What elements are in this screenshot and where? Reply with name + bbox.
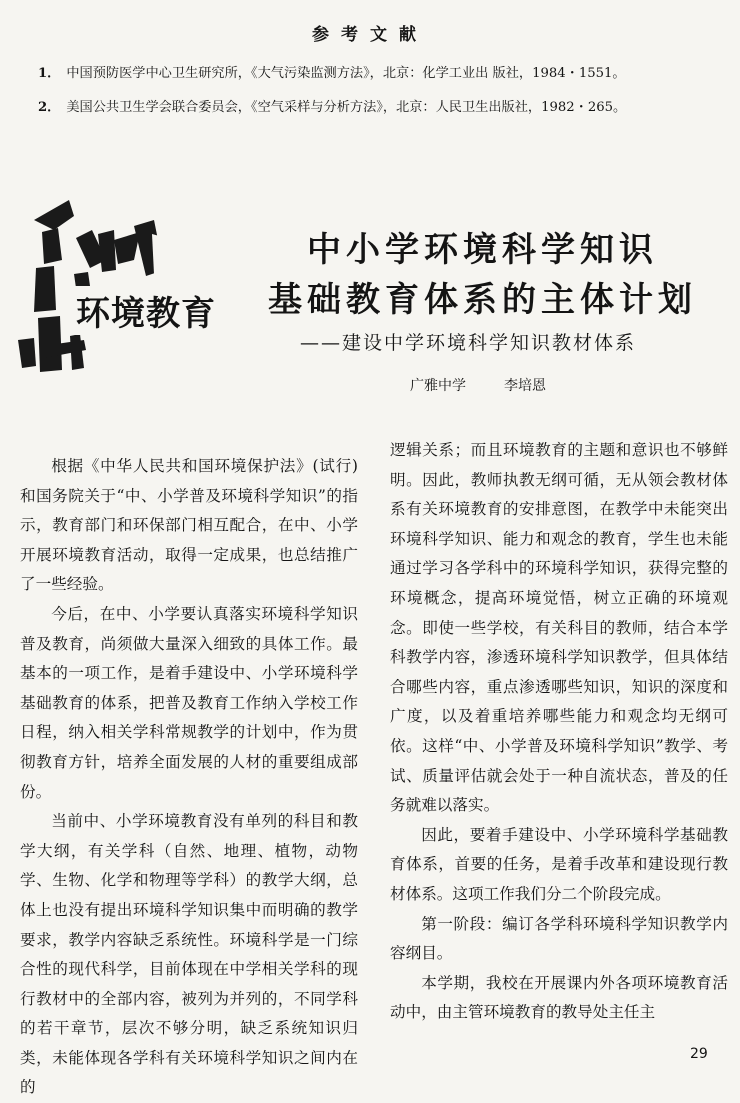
- reference-text: 中国预防医学中心卫生研究所，《大气污染监测方法》，北京：化学工业出 版社，1984・1551。: [66, 66, 626, 81]
- paragraph: 根据《中华人民共和国环境保护法》(试行)和国务院关于“中、小学普及环境科学知识”的指示，教育部门和环保部门相互配合，在中、小学开展环境教育活动，取得一定成果，也总结推广了一些经验。: [20, 457, 358, 594]
- paragraph: 第一阶段：编订各学科环境科学知识教学内容纲目。: [390, 914, 728, 963]
- body-column-right: [390, 436, 728, 1028]
- reference-number: 2．: [38, 100, 61, 115]
- environment-education-logo: [14, 190, 240, 380]
- page-number: 29: [690, 1046, 708, 1062]
- references-heading: 参考文献: [312, 25, 428, 45]
- logo-graphic-icon: [14, 190, 240, 380]
- paragraph-continued: 逻辑关系；而且环境教育的主题和意识也不够鲜明。因此，教师执教无纲可循，无从领会教材体系有关环境教育的安排意图，在教学中未能突出环境科学知识、能力和观念的教育，学生也未能通过学习各学科中的环境科学知识，获得完整的环境概念，提高环境觉悟，树立正确的环境观念。即使一些学校，有关科目的教师，结合本学科教学内容，渗透环境科学知识教学，但具体结合哪些内容，重点渗透哪些知识，知识的深度和广度，以及着重培养哪些能力和观念均无纲可依。这样“中、小学普及环境科学知识”教学、考试、质量评估就会处于一种自流状态，普及的任务就难以落实。: [390, 441, 728, 815]
- body-column-left: [20, 452, 358, 1103]
- reference-text: 美国公共卫生学会联合委员会，《空气采样与分析方法》，北京：人民卫生出版社，1982・265。: [66, 100, 627, 115]
- author-line: [410, 375, 584, 395]
- reference-item: [38, 62, 728, 81]
- article-title-line1: 中小学环境科学知识: [307, 230, 658, 270]
- article-subtitle: ——建设中学环境科学知识教材体系: [300, 332, 637, 354]
- reference-item: [38, 96, 728, 115]
- paragraph: 因此，要着手建设中、小学环境科学基础教育体系，首要的任务，是着手改革和建设现行教材体系。这项工作我们分二个阶段完成。: [390, 825, 728, 903]
- logo-text: 环境教育: [74, 286, 218, 335]
- article-title-line2: 基础教育体系的主体计划: [268, 280, 697, 320]
- school-name: 广雅中学: [410, 378, 466, 394]
- reference-number: 1．: [38, 66, 61, 81]
- paragraph: 当前中、小学环境教育没有单列的科目和教学大纲，有关学科（自然、地理、植物，动物学、生物、化学和物理等学科）的教学大纲，总体上也没有提出环境科学知识集中而明确的教学要求，教学内容缺乏系统性。环境科学是一门综合性的现代科学，目前体现在中学相关学科的现行教材中的全部内容，被列为并列的，不同学科的若干章节，层次不够分明，缺乏系统知识归类，未能体现各学科有关环境科学知识之间内在的: [20, 812, 358, 1097]
- paragraph: 本学期，我校在开展课内外各项环境教育活动中，由主管环境教育的教导处主任主: [390, 973, 728, 1022]
- author-name: 李培恩: [504, 378, 546, 394]
- paragraph: 今后，在中、小学要认真落实环境科学知识普及教育，尚须做大量深入细致的具体工作。最基本的一项工作，是着手建设中、小学环境科学基础教育的体系，把普及教育工作纳入学校工作日程，纳入相关学科常规教学的计划中，作为贯彻教育方针，培养全面发展的人材的重要组成部份。: [20, 604, 358, 801]
